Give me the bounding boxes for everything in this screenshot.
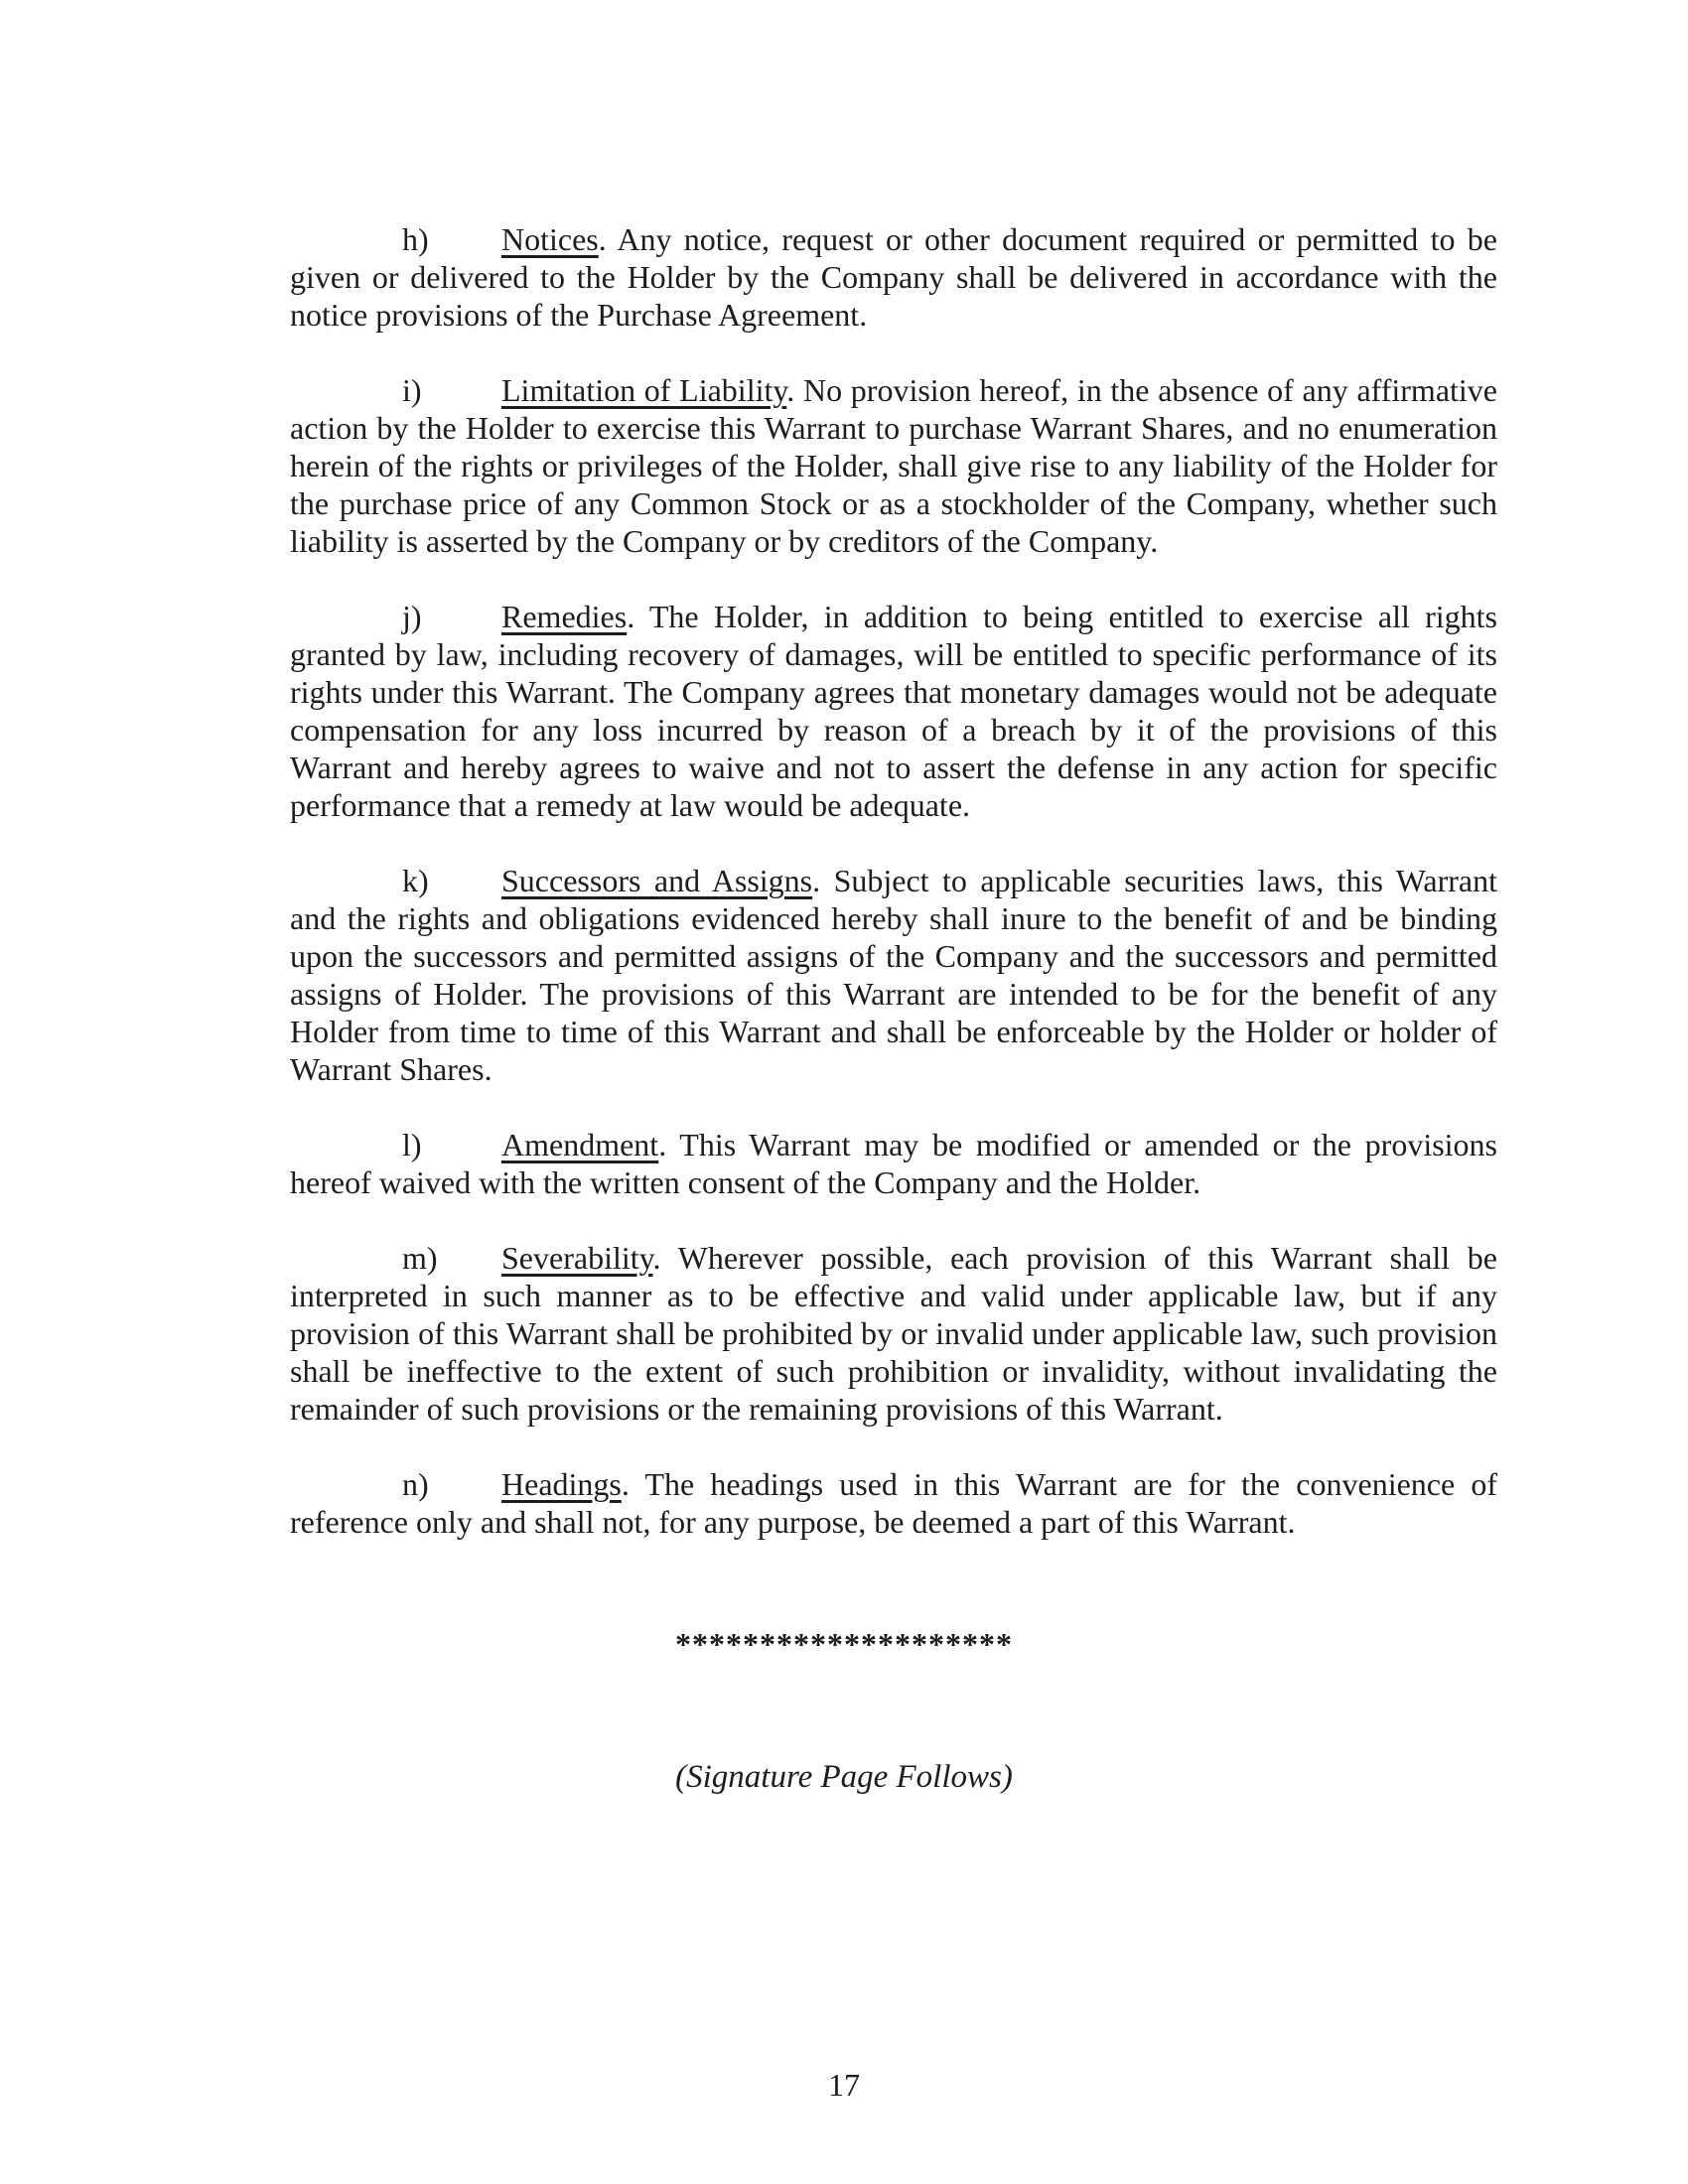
section-body-text: Any notice, request or other document required or permitted to be given or delivered to the Holder by the Company shall be delivered in accordance with the notice provisions of the Purchase Agreement. bbox=[290, 221, 1498, 333]
page-number: 17 bbox=[828, 2067, 860, 2103]
section-label: l) bbox=[402, 1127, 422, 1162]
section-heading-punct: . bbox=[627, 599, 635, 634]
section-heading: Severability bbox=[501, 1240, 653, 1276]
section-heading: Limitation of Liability bbox=[501, 372, 787, 408]
signature-page-note: (Signature Page Follows) bbox=[675, 1759, 1013, 1795]
asterisk-separator: ******************** bbox=[675, 1626, 1013, 1662]
section-paragraph-j bbox=[290, 598, 1497, 824]
section-paragraph-k bbox=[290, 862, 1497, 1088]
section-heading-punct: . bbox=[812, 863, 821, 898]
section-heading: Amendment bbox=[501, 1127, 659, 1162]
section-paragraph-m bbox=[290, 1239, 1497, 1428]
section-label: k) bbox=[402, 863, 429, 898]
section-heading: Notices bbox=[501, 221, 599, 257]
section-label: i) bbox=[402, 372, 422, 408]
section-heading-punct: . bbox=[621, 1466, 630, 1502]
section-paragraph-h bbox=[290, 220, 1497, 334]
section-heading-punct: . bbox=[786, 372, 795, 408]
section-label: m) bbox=[402, 1240, 438, 1276]
section-heading-punct: . bbox=[658, 1127, 667, 1162]
section-heading-punct: . bbox=[598, 221, 607, 257]
section-heading-punct: . bbox=[652, 1240, 661, 1276]
section-label: j) bbox=[402, 599, 422, 634]
section-heading: Successors and Assigns bbox=[501, 863, 813, 898]
section-paragraph-i bbox=[290, 371, 1497, 560]
section-body-text: This Warrant may be modified or amended or the provisions hereof waived with the written consent of the Company and the Holder. bbox=[290, 1127, 1498, 1200]
section-label: n) bbox=[402, 1466, 429, 1502]
section-paragraph-l bbox=[290, 1126, 1497, 1201]
document-body bbox=[290, 220, 1497, 1578]
section-body-text: Subject to applicable securities laws, this Warrant and the rights and obligations evidenced hereby shall inure to the benefit of and be binding upon the successors and permitted assigns of the Company and the successors and permitted assigns of Holder. The provisions of this Warrant are intended to be for the benefit of any Holder from time to time of this Warrant and shall be enforceable by the Holder or holder of Warrant Shares. bbox=[290, 863, 1498, 1087]
section-heading: Headings bbox=[501, 1466, 622, 1502]
section-body-text: Wherever possible, each provision of this Warrant shall be interpreted in such manner as to be effective and valid under applicable law, but if any provision of this Warrant shall be prohibited by or invalid under applicable law, such provision shall be ineffective to the extent of such prohibition or invalidity, without invalidating the remainder of such provisions or the remaining provisions of this Warrant. bbox=[290, 1240, 1498, 1427]
section-body-text: The Holder, in addition to being entitled to exercise all rights granted by law, including recovery of damages, will be entitled to specific performance of its rights under this Warrant. The Company agrees that monetary damages would not be adequate compensation for any loss incurred by reason of a breach by it of the provisions of this Warrant and hereby agrees to waive and not to assert the defense in any action for specific performance that a remedy at law would be adequate. bbox=[290, 599, 1498, 823]
section-body-text: No provision hereof, in the absence of any affirmative action by the Holder to exercise this Warrant to purchase Warrant Shares, and no enumeration herein of the rights or privileges of the Holder, shall give rise to any liability of the Holder for the purchase price of any Common Stock or as a stockholder of the Company, whether such liability is asserted by the Company or by creditors of the Company. bbox=[290, 372, 1497, 559]
section-heading: Remedies bbox=[501, 599, 628, 634]
section-label: h) bbox=[402, 221, 429, 257]
section-paragraph-n bbox=[290, 1465, 1497, 1541]
section-body-text: The headings used in this Warrant are for the convenience of reference only and shall not, for any purpose, be deemed a part of this Warrant. bbox=[290, 1466, 1498, 1540]
